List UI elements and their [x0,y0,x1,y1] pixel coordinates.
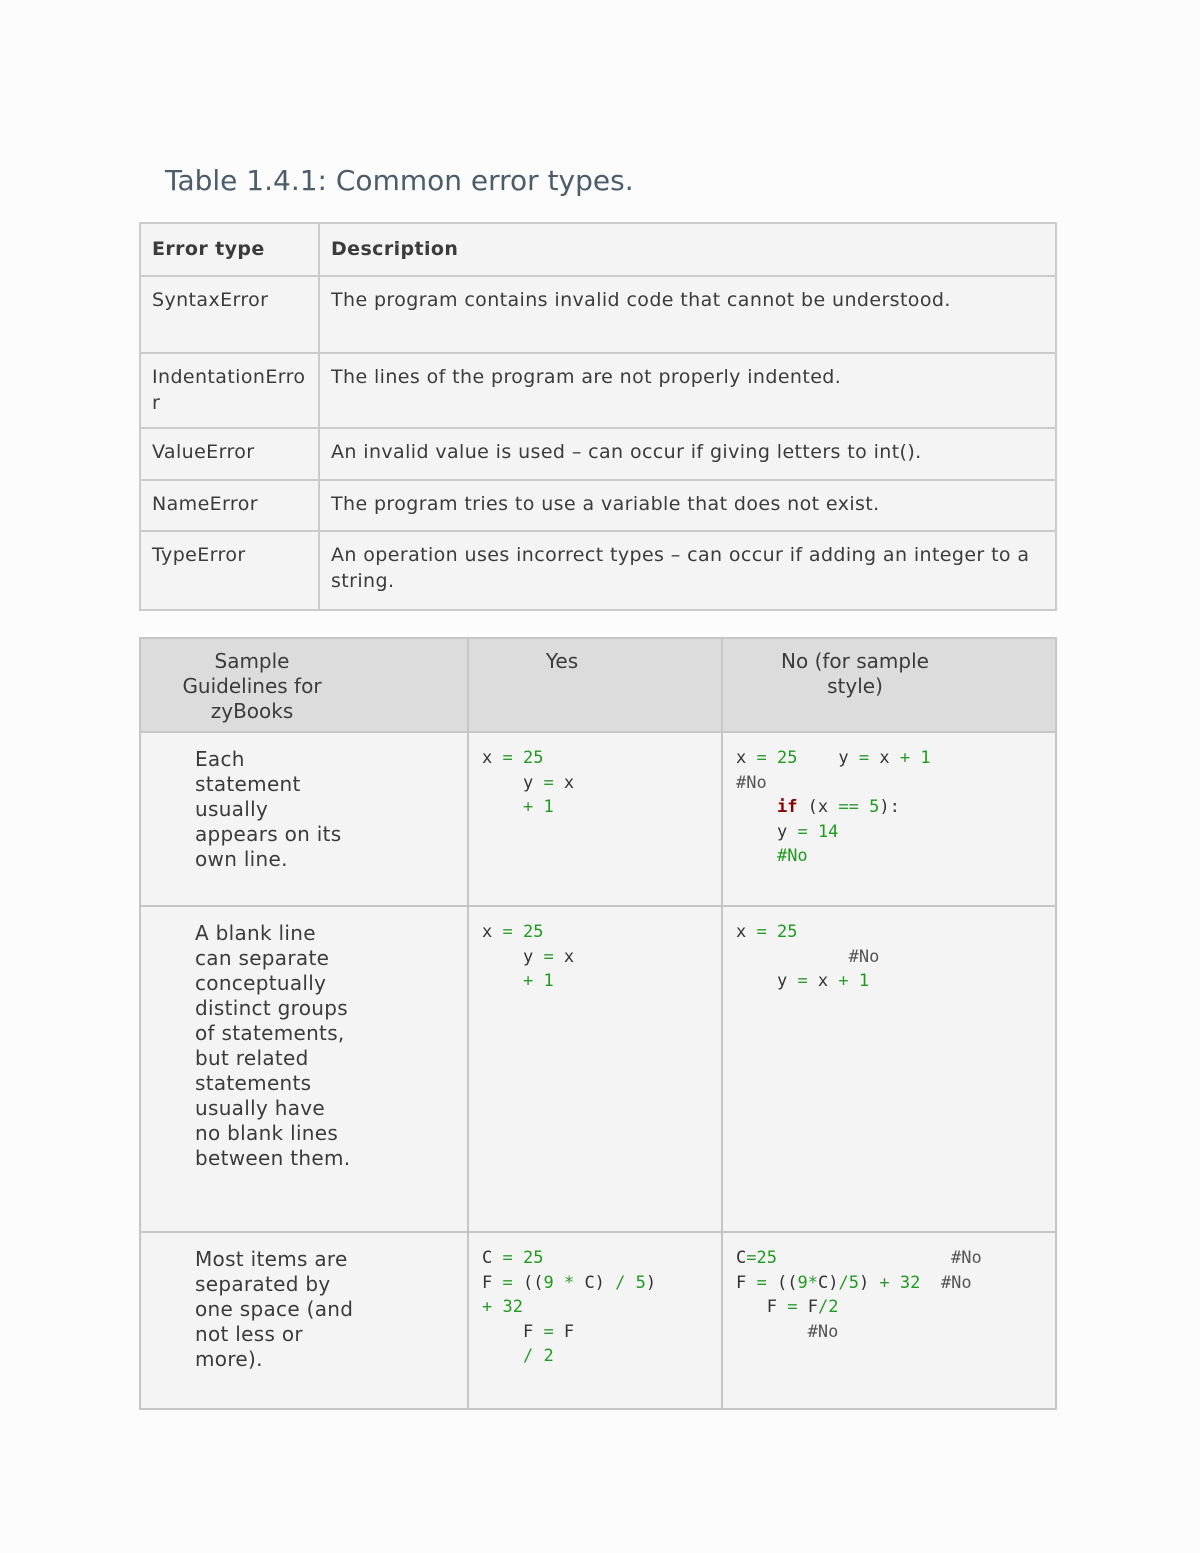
header-no [722,638,1056,732]
code-line: C=25 [736,1248,777,1268]
table-row [140,531,1056,610]
code-line: F = ((9*C)/5) + 32 [736,1272,921,1293]
error-description-cell: An invalid value is used – can occur if giving letters to int(). [319,428,1056,480]
error-description-cell: The lines of the program are not properly indented. [319,353,1056,428]
code-line: y = x [522,772,575,793]
header-guidelines-label: Sample Guidelines for zyBooks [182,649,322,723]
code-line: F = ((9 * C) / 5) [482,1272,657,1293]
code-line: x = 25 [482,748,544,768]
yes-example-cell [468,906,722,1232]
code-line: if (x == 5): [776,797,900,817]
code-line: / 2 [522,1346,554,1366]
code-line: F = F/2 [766,1297,839,1317]
table-row [140,353,1056,428]
table-row [140,732,1056,906]
error-type-cell: SyntaxError [140,276,319,353]
code-example [470,908,720,994]
code-line: + 1 [522,797,554,817]
table-title: Table 1.4.1: Common error types. [165,164,634,197]
code-line: x = 25 [482,922,544,942]
no-example-cell [722,906,1056,1232]
error-description-cell: The program contains invalid code that cannot be understood. [319,276,1056,353]
guideline-cell [140,906,468,1232]
guideline-text: A blank line can separate conceptually distinct groups of statements, but related statements usually have no blank lines between them. [195,921,351,1170]
code-example [470,734,720,820]
code-line: + 1 [522,971,554,991]
table-row [140,428,1056,480]
table-row [140,906,1056,1232]
no-example-cell [722,732,1056,906]
header-description: Description [319,223,1056,276]
code-comment: #No [848,946,880,967]
code-line: y = 14 [776,821,839,842]
header-no-label: No (for sample style) [781,649,929,698]
code-line: x = 25 [736,922,798,942]
error-types-table [139,222,1057,611]
code-line: y = x + 1 [776,971,870,991]
error-type-cell: IndentationError [140,353,319,428]
style-guidelines-table [139,637,1057,1410]
header-yes-label: Yes [545,649,579,673]
table-header-row [140,223,1056,276]
table-row [140,480,1056,531]
guideline-cell [140,1232,468,1409]
no-example-cell [722,1232,1056,1409]
code-comment: #No [776,846,808,866]
code-line: + 32 [482,1297,523,1317]
error-description-cell: An operation uses incorrect types – can occur if adding an integer to a string. [319,531,1056,610]
guideline-text: Each statement usually appears on its own line. [195,747,342,871]
yes-example-cell [468,1232,722,1409]
code-example [470,1234,720,1369]
guideline-text: Most items are separated by one space (and not less or more). [195,1247,354,1371]
code-comment: #No [807,1321,839,1342]
code-example [724,1234,1054,1344]
table-row [140,276,1056,353]
error-description-cell: The program tries to use a variable that does not exist. [319,480,1056,531]
code-comment: #No [950,1248,982,1268]
code-example [724,734,1054,869]
header-guidelines [140,638,468,732]
header-error-type: Error type [140,223,319,276]
error-type-cell: TypeError [140,531,319,610]
guideline-cell [140,732,468,906]
code-line: C = 25 [482,1248,544,1268]
code-line: y = x [522,946,575,967]
yes-example-cell [468,732,722,906]
table-row [140,1232,1056,1409]
code-comment: #No [940,1272,972,1293]
code-line: x = 25 y = x + 1 [736,748,931,768]
error-type-cell: NameError [140,480,319,531]
code-example [724,908,1054,994]
error-type-cell: ValueError [140,428,319,480]
table-header-row [140,638,1056,732]
code-line: F = F [522,1321,575,1342]
header-yes [468,638,722,732]
code-comment: #No [736,772,767,793]
